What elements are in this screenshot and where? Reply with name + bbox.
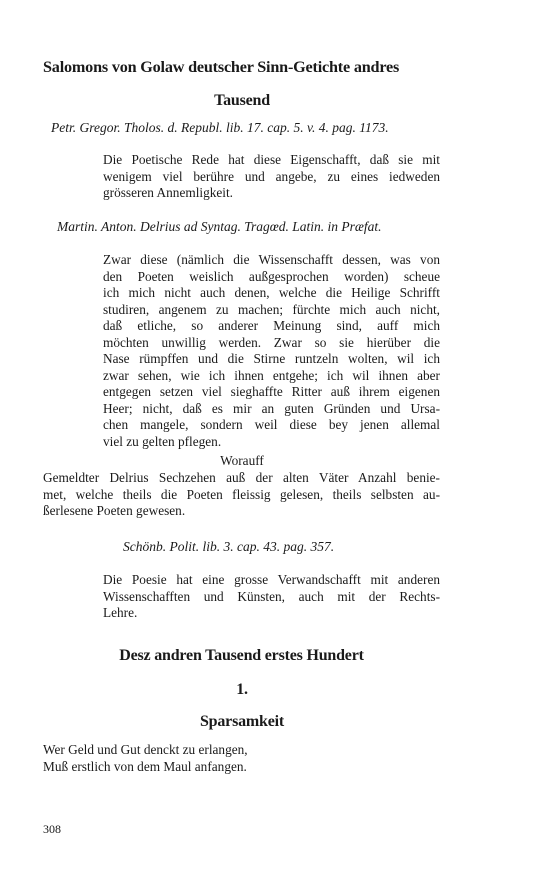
quote-line: Nase rümpffen und die Stirne runtzeln wolten, wil ich <box>103 351 440 366</box>
quote-wissenschafft <box>103 252 440 450</box>
quote-line: daß etliche, so anderer Meinung sind, auff mich <box>103 318 440 333</box>
quote-line: ich mich nicht auch denen, welche die Heilige Schrifft <box>103 285 440 300</box>
citation-schoenb: Schönb. Polit. lib. 3. cap. 43. pag. 357. <box>123 539 335 554</box>
quote-line: Die Poesie hat eine grosse Verwandschafft mit anderen <box>103 572 440 587</box>
commentary-paragraph <box>43 470 440 520</box>
verse-line: Muß erstlich von dem Maul anfangen. <box>43 759 247 774</box>
citation-gregor: Petr. Gregor. Tholos. d. Republ. lib. 17. cap. 5. v. 4. pag. 1173. <box>51 120 389 135</box>
poem-title: Sparsamkeit <box>199 713 285 730</box>
citation-delrius: Martin. Anton. Delrius ad Syntag. Tragœd. Latin. in Præfat. <box>57 219 382 234</box>
quote-line: den Poeten weislich außgesprochen worden) scheue <box>103 268 440 284</box>
quote-line: Lehre. <box>103 605 138 620</box>
quote-line: grösseren Annemligkeit. <box>103 185 233 200</box>
body-line: Gemeldter Delrius Sechzehen auß der alten Väter Anzahl benie- <box>43 470 440 485</box>
quote-poesie <box>103 572 440 622</box>
quote-poetische-rede <box>103 152 440 202</box>
quote-line: Wissenschafften und Künsten, auch mit der Rechts- <box>103 588 440 604</box>
body-line: met, welche theils die Poeten fleissig gelesen, theils selbsten au- <box>43 486 440 502</box>
quote-line: Zwar diese (nämlich die Wissenschafft dessen, was von <box>103 252 440 267</box>
quote-line: Heer; nicht, daß es mir an guten Gründen und Ursa- <box>103 400 440 416</box>
page-title: Salomons von Golaw deutscher Sinn-Getichte andres <box>43 58 400 76</box>
verse-line: Wer Geld und Gut denckt zu erlangen, <box>43 742 248 757</box>
quote-line: möchten unwillig werden. Zwar so sie hierüber die <box>103 334 440 350</box>
worauff-label: Worauff <box>220 453 264 468</box>
page-number: 308 <box>43 822 61 836</box>
quote-line: entgegen setzen viel sieghaffte Ritter auß ihrem eigenen <box>103 384 440 399</box>
page-subtitle: Tausend <box>214 92 270 109</box>
quote-line: chen mangele, sondern weil diese bey jenen allemal <box>103 417 440 432</box>
quote-line: studiren, angenem zu machen; fürchte mich auch nicht, <box>103 301 440 317</box>
quote-line: Die Poetische Rede hat diese Eigenschafft, daß sie mit <box>103 152 440 167</box>
quote-line: viel zu gelten pflegen. <box>103 433 222 449</box>
quote-line: zwar sehen, wie ich ihnen entgehe; ich wil ihnen aber <box>103 367 440 383</box>
poem-verse <box>43 741 248 775</box>
body-line: ßerlesene Poeten gewesen. <box>43 503 186 518</box>
section-title: Desz andren Tausend erstes Hundert <box>119 647 364 664</box>
quote-line: wenigem viel berühre und angebe, zu eines iedweden <box>103 168 440 184</box>
poem-number: 1. <box>236 681 248 698</box>
